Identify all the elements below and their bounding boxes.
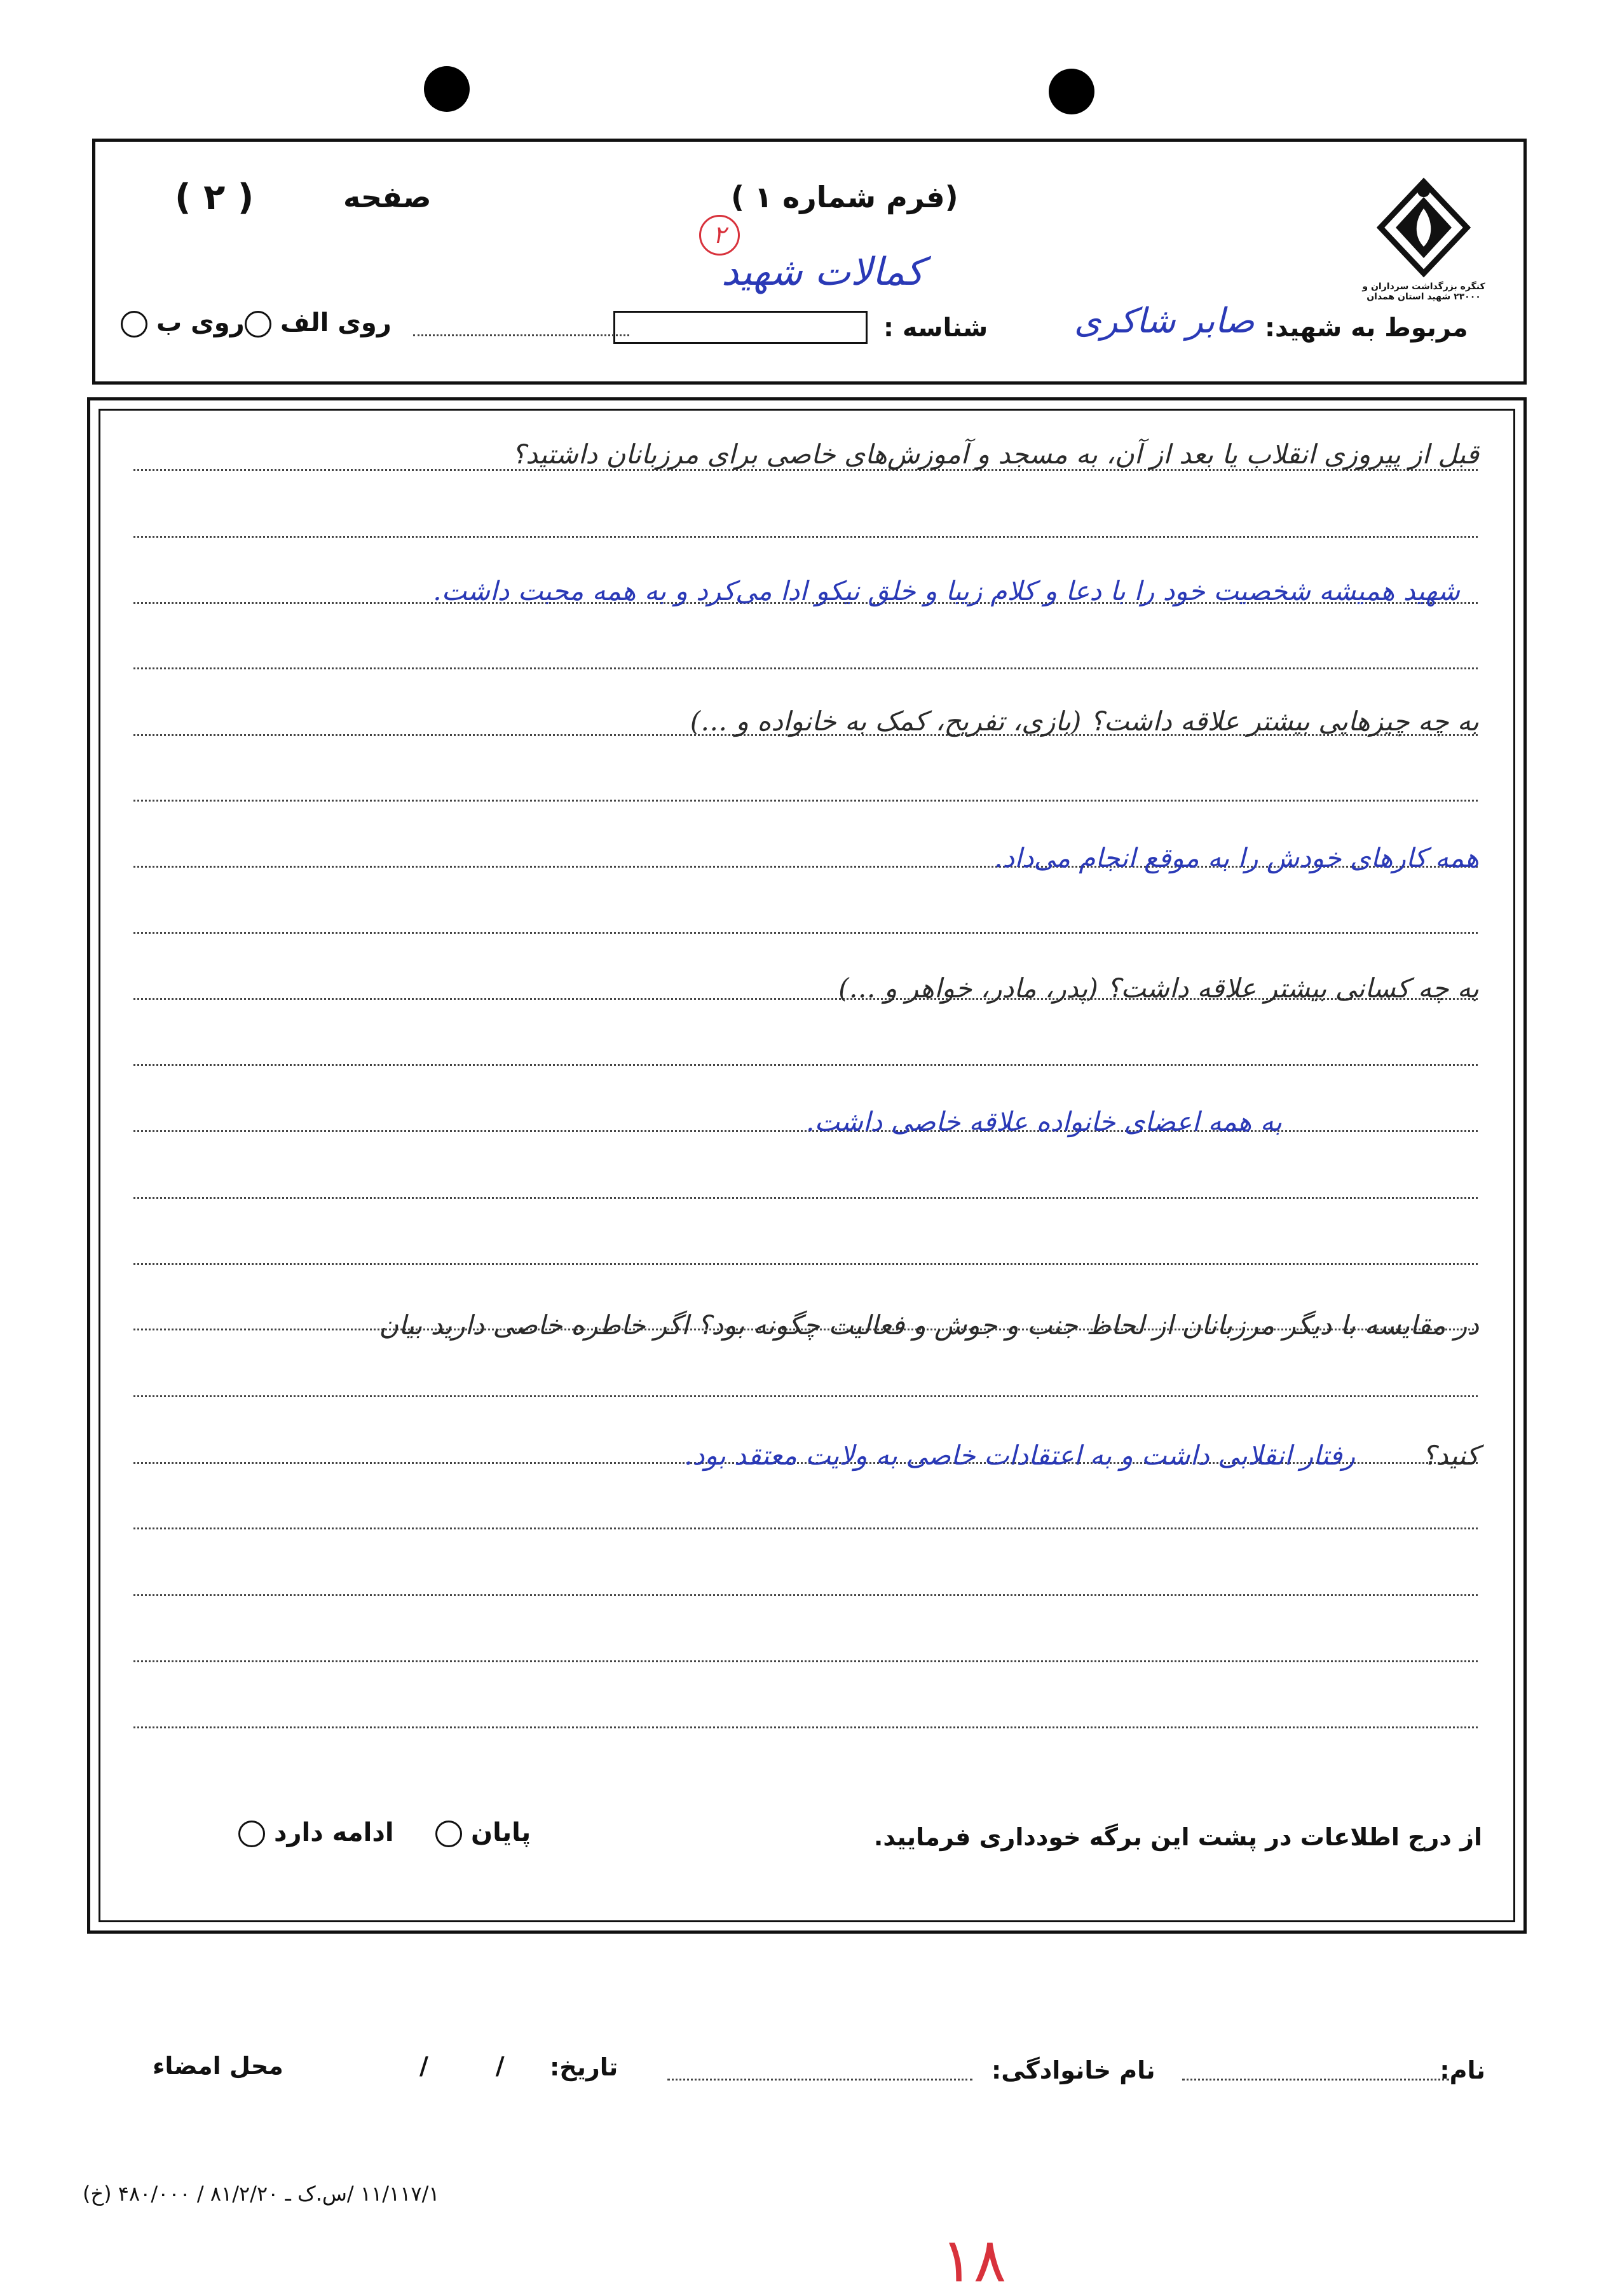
id-field[interactable] bbox=[613, 311, 868, 344]
side-b-label: روی ب bbox=[156, 308, 245, 338]
organization-logo bbox=[1373, 177, 1475, 278]
continue-option[interactable] bbox=[238, 1818, 394, 1847]
page-label: صفحه bbox=[343, 180, 432, 214]
writing-line bbox=[133, 536, 1478, 538]
punch-hole-left bbox=[424, 66, 470, 112]
side-a-option[interactable] bbox=[245, 308, 392, 338]
form-number: (فرم شماره ۱ ) bbox=[731, 180, 958, 214]
body-line-question-4-cont: کنید؟ bbox=[1422, 1440, 1479, 1471]
name-label: نام: bbox=[1440, 2056, 1485, 2084]
writing-line bbox=[133, 1527, 1478, 1529]
writing-line bbox=[133, 1197, 1478, 1199]
body-line-question-2: به چه چیزهایی بیشتر علاقه داشت؟ (بازی، تفریح، کمک به خانواده و …) bbox=[690, 706, 1479, 737]
body-line-question-3: به چه کسانی بیشتر علاقه داشت؟ (پدر، مادر، خواهر و …) bbox=[838, 973, 1479, 1004]
continue-label: ادامه دارد bbox=[273, 1818, 394, 1847]
end-radio[interactable] bbox=[435, 1821, 462, 1847]
notice-text: از درج اطلاعات در پشت این برگه خودداری فرمایید. bbox=[873, 1823, 1482, 1851]
end-option[interactable] bbox=[435, 1818, 531, 1847]
writing-line bbox=[133, 1660, 1478, 1662]
header-box bbox=[92, 139, 1527, 385]
side-dotted-leader bbox=[413, 334, 629, 336]
handwritten-circled-number: ۲ bbox=[699, 215, 740, 256]
related-martyr-label: مربوط به شهید: bbox=[1265, 313, 1468, 343]
writing-line bbox=[133, 1395, 1478, 1397]
side-b-radio[interactable] bbox=[121, 311, 147, 338]
body-line-answer-3: به همه اعضای خانواده علاقه خاصی داشت. bbox=[806, 1106, 1282, 1137]
id-label: شناسه : bbox=[883, 313, 988, 343]
end-label: پایان bbox=[470, 1818, 531, 1847]
side-a-label: روی الف bbox=[280, 308, 392, 338]
writing-line bbox=[133, 1726, 1478, 1728]
side-b-option[interactable] bbox=[121, 308, 245, 338]
body-line-question-1: قبل از پیروزی انقلاب یا بعد از آن، به مسجد و آموزش‌های خاصی برای مرزبانان داشتید؟ bbox=[511, 439, 1479, 470]
punch-hole-right bbox=[1049, 69, 1094, 114]
continue-radio[interactable] bbox=[238, 1821, 265, 1847]
writing-line bbox=[133, 1263, 1478, 1265]
writing-line bbox=[133, 1594, 1478, 1596]
main-box-inner bbox=[99, 409, 1515, 1922]
writing-line bbox=[133, 800, 1478, 802]
signature-label: محل امضاء bbox=[153, 2052, 283, 2080]
body-line-answer-2: همه کارهای خودش را به موقع انجام می‌داد. bbox=[994, 842, 1479, 873]
family-name-dotted-field[interactable] bbox=[667, 2079, 972, 2081]
page-mark: ۱۸ bbox=[941, 2225, 1007, 2296]
writing-line bbox=[133, 932, 1478, 934]
related-martyr-value: صابر شاکری bbox=[1074, 301, 1255, 341]
body-line-answer-1: شهید همیشه شخصیت خود را با دعا و کلام زیبا و خلق نیکو ادا می‌کرد و به همه محبت داشت. bbox=[433, 575, 1460, 606]
date-label: تاریخ: bbox=[550, 2053, 618, 2081]
date-slashes[interactable]: / / bbox=[419, 2052, 505, 2080]
writing-line bbox=[133, 1064, 1478, 1066]
body-line-answer-4: رفتار انقلابی داشت و به اعتقادات خاصی به ولایت معتقد بود. bbox=[684, 1440, 1355, 1471]
page-number: ( ۲ ) bbox=[175, 177, 254, 218]
body-line-question-4: در مقایسه با دیگر مرزبانان از لحاظ جنب و جوش و فعالیت چگونه بود؟ اگر خاطره خاصی دارید بیان bbox=[379, 1309, 1479, 1341]
handwritten-title: کمالات شهید bbox=[721, 250, 924, 294]
side-a-radio[interactable] bbox=[245, 311, 271, 338]
name-dotted-field[interactable] bbox=[1182, 2079, 1449, 2081]
writing-line bbox=[133, 667, 1478, 669]
emblem-icon bbox=[1373, 177, 1475, 278]
form-code: ۱۱/۱۱۷/۱ /س.ک ـ ۸۱/۲/۲۰ / ۴۸۰/۰۰۰ (خ) bbox=[83, 2182, 440, 2206]
organization-name: کنگره بزرگداشت سرداران و ۲۳۰۰۰ شهید استان همدان bbox=[1362, 282, 1485, 302]
family-name-label: نام خانوادگی: bbox=[992, 2056, 1155, 2084]
